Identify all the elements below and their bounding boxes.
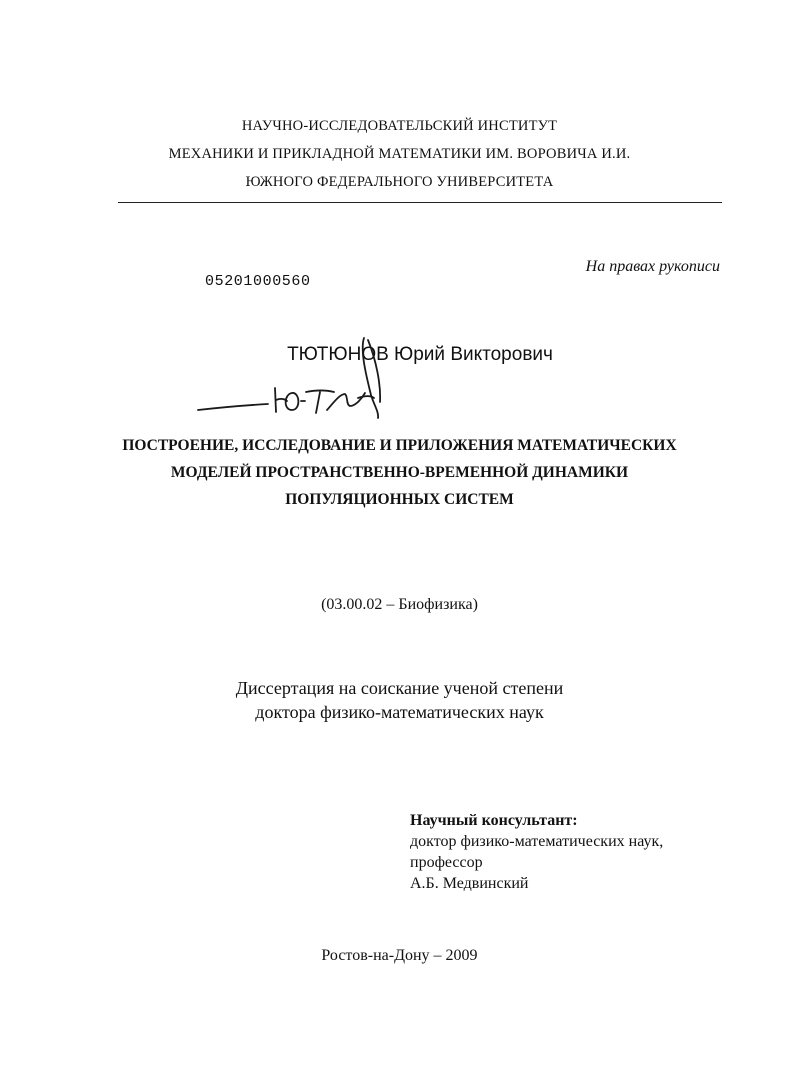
scientific-consultant [410, 810, 663, 894]
title-line-2: МОДЕЛЕЙ ПРОСТРАНСТВЕННО-ВРЕМЕННОЙ ДИНАМИКИ [170, 464, 629, 481]
institute-line-1: НАУЧНО-ИССЛЕДОВАТЕЛЬСКИЙ ИНСТИТУТ [241, 118, 558, 134]
author-name: ТЮТЮНОВ Юрий Викторович [287, 344, 553, 365]
institute-line-2: МЕХАНИКИ И ПРИКЛАДНОЙ МАТЕМАТИКИ ИМ. ВОРОВИЧА И.И. [168, 146, 631, 162]
registration-number: 05201000560 [205, 273, 311, 290]
degree-statement [0, 676, 799, 724]
consultant-name: А.Б. Медвинский [410, 875, 529, 892]
degree-line-2: доктора физико-математических наук [255, 702, 544, 722]
title-line-3: ПОПУЛЯЦИОННЫХ СИСТЕМ [285, 491, 514, 508]
consultant-rank: профессор [410, 854, 483, 871]
city-year: Ростов-на-Дону – 2009 [321, 947, 478, 964]
specialty-code: (03.00.02 – Биофизика) [321, 596, 478, 613]
consultant-heading: Научный консультант: [410, 812, 578, 829]
manuscript-note: На правах рукописи [585, 258, 720, 275]
dissertation-title [0, 432, 799, 513]
title-line-1: ПОСТРОЕНИЕ, ИССЛЕДОВАНИЕ И ПРИЛОЖЕНИЯ МАТЕМАТИЧЕСКИХ [122, 437, 677, 454]
consultant-degree: доктор физико-математических наук, [410, 833, 664, 850]
institute-line-3: ЮЖНОГО ФЕДЕРАЛЬНОГО УНИВЕРСИТЕТА [245, 174, 554, 190]
degree-line-1: Диссертация на соискание ученой степени [235, 678, 564, 698]
